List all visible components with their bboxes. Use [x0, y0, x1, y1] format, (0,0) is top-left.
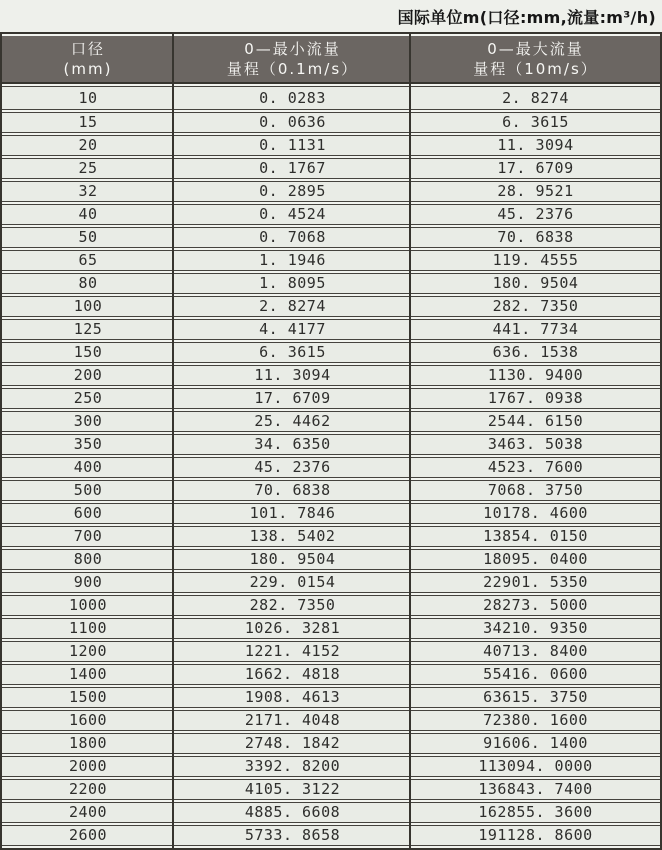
header-diameter-line1: 口径: [70, 40, 105, 58]
cell-min-flow: 282. 7350: [174, 595, 411, 616]
cell-min-flow: 0. 0636: [174, 112, 411, 133]
cell-max-flow: 441. 7734: [411, 319, 660, 340]
table-row: [2, 250, 660, 271]
cell-diameter: 40: [2, 204, 174, 225]
cell-min-flow: 6. 3615: [174, 342, 411, 363]
cell-diameter: 50: [2, 227, 174, 248]
cell-diameter: 1200: [2, 641, 174, 662]
table-row: [2, 342, 660, 363]
table-row: [2, 411, 660, 432]
flow-range-table: [2, 34, 660, 848]
header-max-flow-line1: 0—最大流量: [487, 40, 584, 58]
cell-min-flow: 101. 7846: [174, 503, 411, 524]
cell-min-flow: 4. 4177: [174, 319, 411, 340]
cell-diameter: 500: [2, 480, 174, 501]
header-cell-diameter: [2, 36, 174, 84]
cell-max-flow: 4523. 7600: [411, 457, 660, 478]
cell-max-flow: 180. 9504: [411, 273, 660, 294]
table-row: [2, 319, 660, 340]
cell-min-flow: 0. 1131: [174, 135, 411, 156]
cell-max-flow: 3463. 5038: [411, 434, 660, 455]
cell-min-flow: 229. 0154: [174, 572, 411, 593]
cell-max-flow: 2. 8274: [411, 86, 660, 110]
header-diameter-line2: (mm): [63, 60, 113, 78]
cell-max-flow: 45. 2376: [411, 204, 660, 225]
cell-min-flow: 0. 7068: [174, 227, 411, 248]
cell-min-flow: 1. 8095: [174, 273, 411, 294]
cell-diameter: 150: [2, 342, 174, 363]
cell-max-flow: 636. 1538: [411, 342, 660, 363]
cell-diameter: 600: [2, 503, 174, 524]
table-row: [2, 227, 660, 248]
header-max-flow-line2: 量程（10m/s）: [473, 60, 598, 78]
cell-diameter: 15: [2, 112, 174, 133]
header-cell-max-flow: [411, 36, 660, 84]
cell-diameter: 900: [2, 572, 174, 593]
header-min-flow-line1: 0—最小流量: [244, 40, 341, 58]
table-row: [2, 434, 660, 455]
cell-max-flow: 63615. 3750: [411, 687, 660, 708]
table-row: [2, 526, 660, 547]
header-row: [2, 36, 660, 84]
column-divider: [409, 34, 411, 848]
table-row: [2, 779, 660, 800]
column-divider: [172, 34, 174, 848]
cell-min-flow: 1. 1946: [174, 250, 411, 271]
cell-max-flow: 13854. 0150: [411, 526, 660, 547]
cell-min-flow: 1026. 3281: [174, 618, 411, 639]
table-row: [2, 273, 660, 294]
cell-max-flow: 40713. 8400: [411, 641, 660, 662]
table-row: [2, 802, 660, 823]
cell-max-flow: 282. 7350: [411, 296, 660, 317]
cell-min-flow: 0. 2895: [174, 181, 411, 202]
cell-diameter: 100: [2, 296, 174, 317]
cell-diameter: 1100: [2, 618, 174, 639]
table-row: [2, 204, 660, 225]
cell-max-flow: 72380. 1600: [411, 710, 660, 731]
cell-min-flow: 45. 2376: [174, 457, 411, 478]
cell-diameter: 25: [2, 158, 174, 179]
cell-max-flow: 119. 4555: [411, 250, 660, 271]
cell-min-flow: 2748. 1842: [174, 733, 411, 754]
cell-diameter: 250: [2, 388, 174, 409]
cell-diameter: 32: [2, 181, 174, 202]
cell-max-flow: 18095. 0400: [411, 549, 660, 570]
cell-min-flow: 1221. 4152: [174, 641, 411, 662]
cell-max-flow: 34210. 9350: [411, 618, 660, 639]
cell-diameter: 20: [2, 135, 174, 156]
cell-diameter: 1800: [2, 733, 174, 754]
header-min-flow-line2: 量程（0.1m/s）: [226, 60, 359, 78]
cell-max-flow: 55416. 0600: [411, 664, 660, 685]
cell-diameter: 80: [2, 273, 174, 294]
table-row: [2, 365, 660, 386]
cell-min-flow: 1908. 4613: [174, 687, 411, 708]
cell-diameter: 65: [2, 250, 174, 271]
cell-diameter: 200: [2, 365, 174, 386]
cell-diameter: 1000: [2, 595, 174, 616]
cell-min-flow: 1662. 4818: [174, 664, 411, 685]
title-bar: [0, 0, 662, 32]
cell-max-flow: 113094. 0000: [411, 756, 660, 777]
cell-max-flow: 70. 6838: [411, 227, 660, 248]
cell-diameter: 800: [2, 549, 174, 570]
cell-max-flow: 136843. 7400: [411, 779, 660, 800]
cell-diameter: 2600: [2, 825, 174, 846]
table-row: [2, 457, 660, 478]
table-row: [2, 503, 660, 524]
cell-diameter: 1600: [2, 710, 174, 731]
table-header: [2, 36, 660, 84]
cell-max-flow: 17. 6709: [411, 158, 660, 179]
table-row: [2, 733, 660, 754]
cell-max-flow: 11. 3094: [411, 135, 660, 156]
table-row: [2, 388, 660, 409]
cell-min-flow: 25. 4462: [174, 411, 411, 432]
cell-diameter: 1500: [2, 687, 174, 708]
cell-min-flow: 5733. 8658: [174, 825, 411, 846]
table-row: [2, 480, 660, 501]
table-row: [2, 641, 660, 662]
page-title: 国际单位m(口径:mm,流量:m³/h): [397, 7, 656, 27]
cell-diameter: 2200: [2, 779, 174, 800]
table-row: [2, 595, 660, 616]
table-row: [2, 135, 660, 156]
cell-max-flow: 1767. 0938: [411, 388, 660, 409]
cell-diameter: 125: [2, 319, 174, 340]
cell-max-flow: 7068. 3750: [411, 480, 660, 501]
cell-diameter: 300: [2, 411, 174, 432]
cell-diameter: 700: [2, 526, 174, 547]
cell-min-flow: 2171. 4048: [174, 710, 411, 731]
cell-min-flow: 180. 9504: [174, 549, 411, 570]
table-row: [2, 756, 660, 777]
table-row: [2, 687, 660, 708]
cell-min-flow: 17. 6709: [174, 388, 411, 409]
table-row: [2, 86, 660, 110]
cell-min-flow: 0. 0283: [174, 86, 411, 110]
cell-min-flow: 2. 8274: [174, 296, 411, 317]
cell-diameter: 400: [2, 457, 174, 478]
table-row: [2, 572, 660, 593]
cell-min-flow: 3392. 8200: [174, 756, 411, 777]
cell-max-flow: 91606. 1400: [411, 733, 660, 754]
cell-max-flow: 191128. 8600: [411, 825, 660, 846]
table-row: [2, 296, 660, 317]
cell-max-flow: 6. 3615: [411, 112, 660, 133]
table-row: [2, 181, 660, 202]
cell-diameter: 10: [2, 86, 174, 110]
cell-diameter: 350: [2, 434, 174, 455]
table-row: [2, 664, 660, 685]
cell-diameter: 2400: [2, 802, 174, 823]
cell-diameter: 1400: [2, 664, 174, 685]
cell-min-flow: 138. 5402: [174, 526, 411, 547]
cell-max-flow: 162855. 3600: [411, 802, 660, 823]
table-row: [2, 158, 660, 179]
cell-min-flow: 0. 1767: [174, 158, 411, 179]
cell-max-flow: 1130. 9400: [411, 365, 660, 386]
flow-range-table-frame: [0, 32, 662, 850]
table-row: [2, 618, 660, 639]
cell-min-flow: 0. 4524: [174, 204, 411, 225]
cell-max-flow: 10178. 4600: [411, 503, 660, 524]
table-row: [2, 825, 660, 846]
table-row: [2, 549, 660, 570]
table-row: [2, 710, 660, 731]
table-row: [2, 112, 660, 133]
cell-max-flow: 28. 9521: [411, 181, 660, 202]
cell-min-flow: 4885. 6608: [174, 802, 411, 823]
header-cell-min-flow: [174, 36, 411, 84]
cell-min-flow: 11. 3094: [174, 365, 411, 386]
cell-min-flow: 34. 6350: [174, 434, 411, 455]
table-body: [2, 86, 660, 846]
cell-max-flow: 2544. 6150: [411, 411, 660, 432]
cell-min-flow: 4105. 3122: [174, 779, 411, 800]
cell-min-flow: 70. 6838: [174, 480, 411, 501]
cell-diameter: 2000: [2, 756, 174, 777]
cell-max-flow: 28273. 5000: [411, 595, 660, 616]
cell-max-flow: 22901. 5350: [411, 572, 660, 593]
